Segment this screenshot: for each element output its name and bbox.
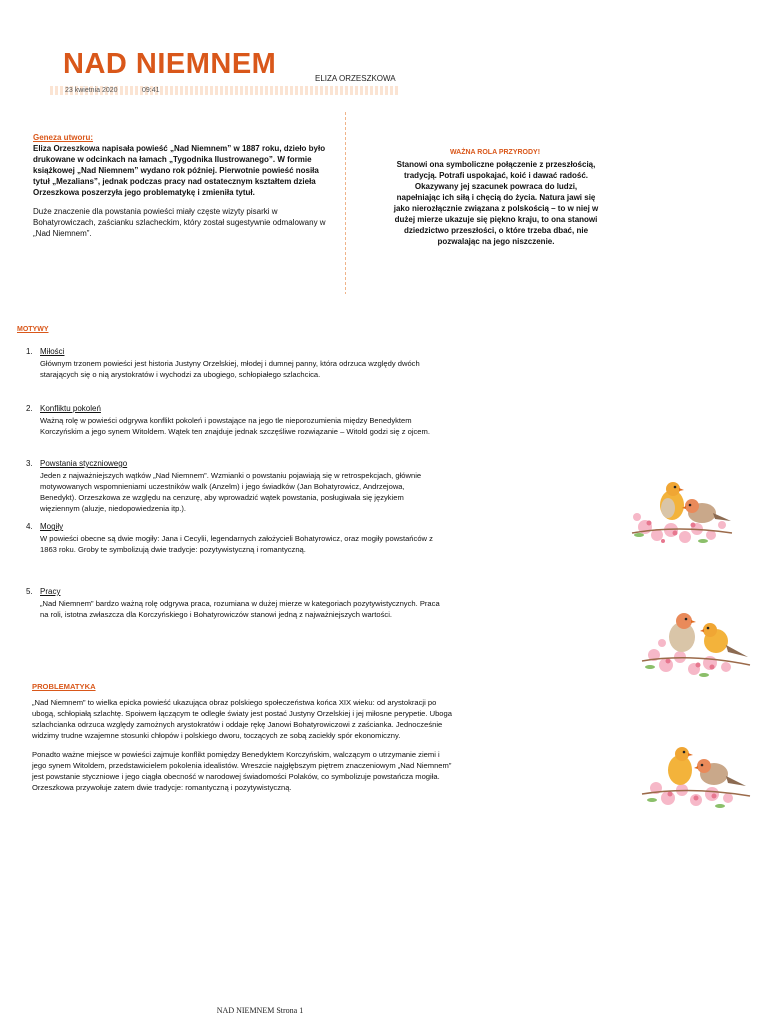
motif-title: Mogiły [40,522,64,531]
motif-number: 4. [26,522,33,531]
motif-number: 3. [26,459,33,468]
motif-number: 1. [26,347,33,356]
problems-paragraph-2: Ponadto ważne miejsce w powieści zajmuje konflikt pomiędzy Benedyktem Korczyńskim, walczącym o utrzymanie ziemi i jego synem Witoldem, przedstawicielem pokolenia idealistów. Wreszcie najgłębszym piętrem znaczeniowym „Nad Niemnem” jest powstanie styczniowe i jego ciągła obecność w narodowej świadomości Polaków, co symbolizuje powstańcza mogiła. Orzeszkowa przywołuje zatem dwie tradycje: romantyczną i pozytywistyczną. [32,750,452,792]
birds-on-blossom-icon [640,740,755,820]
page-footer: NAD NIEMNEM Strona 1 [216,1006,304,1015]
author-name: ELIZA ORZESZKOWA [315,74,396,83]
nature-heading: WAŻNA ROLA PRZYRODY! [449,149,541,156]
problems-body [32,697,454,801]
page-title: NAD NIEMNEM [63,48,277,80]
motif-text: „Nad Niemnem” bardzo ważną rolę odgrywa praca, rozumiana w dużej mierze w kategoriach pozytywistycznych. Praca na roli, istotna zwłaszcza dla Korczyńskiego i Bohatyrowiczów stanowi jedną z najważniejszych wartości. [40,599,440,619]
motif-title: Konfliktu pokoleń [40,404,101,413]
motif-title: Pracy [40,587,61,596]
time-label: 09:41 [142,87,160,94]
motif-title: Powstania styczniowego [40,459,128,468]
date-label: 23 kwietnia 2020 [65,87,118,94]
geneza-heading: Geneza utworu: [33,133,94,142]
motifs-heading: MOTYWY [17,326,49,333]
nature-text: Stanowi ona symboliczne połączenie z przeszłością, tradycją. Potrafi uspokajać, koić i dawać radość. Okazywany jej szacunek powraca do ludzi, napełniając ich siłą i chęcią do życia. Natura jawi się jako nierozłącznie związana z polskością – to w niej w dużej mierze ukazuje się piękno kraju, to ona stanowi dziedzictwo przeszłości, o które trzeba dbać, nie pozwalając na jego niszczenie. [393,160,599,246]
motif-number: 2. [26,404,33,413]
motif-text: Głównym trzonem powieści jest historia Justyny Orzelskiej, młodej i dumnej panny, która odrzuca względy dwóch starających się o nią arystokratów i wychodzi za ubogiego, schłopiałego szlachcica. [40,359,420,379]
column-divider [345,112,346,294]
motif-text: W powieści obecne są dwie mogiły: Jana i Cecylii, legendarnych założycieli Bohatyrowicz, oraz mogiły powstańców z 1863 roku. Groby te symbolizują dwie tradycje: pozytywistyczną i romantyczną. [40,534,433,554]
geneza-body [33,143,333,247]
problems-paragraph-1: „Nad Niemnem” to wielka epicka powieść ukazująca obraz polskiego społeczeństwa końca XIX wieku: od arystokracji po ubogą, schłopiałą szlachtę. Spoiwem łączącym te odległe światy jest postać Justyny Orzelskiej i jej miłosne perypetie. Uboga szlachcianka odrzuca względy zamożnych arystokratów i oddaje rękę Janowi Bohatyrowiczowi z zaścianka. Jednocześnie widzimy trudne wzajemne stosunki chłopów i polskiego dworu, toczących ze sobą zaciekły spór ekonomiczny. [32,698,452,740]
geneza-paragraph-2: Duże znaczenie dla powstania powieści miały częste wizyty pisarki w Bohatyrowiczach, zaścianku szlacheckim, który został sugestywnie odmalowany w „Nad Niemnem”. [33,207,326,238]
motif-text: Jeden z najważniejszych wątków „Nad Niemnem”. Wzmianki o powstaniu pojawiają się w retrospekcjach, głównie motywowanych wspomnieniami uczestników walk (Anzelm) i jego świadków (Jan Bohatyrowicz, Andrzejowa, Benedykt). Orzeszkowa ze względu na cenzurę, aby wprowadzić wątek powstania, posługiwała się językiem więziennym (aluzje, niedopowiedzenia itp.). [40,471,422,513]
problems-heading: PROBLEMATYKA [32,682,96,691]
birds-on-blossom-icon [640,605,755,685]
geneza-paragraph-1: Eliza Orzeszkowa napisała powieść „Nad Niemnem” w 1887 roku, dzieło było drukowane w odcinkach na łamach „Tygodnika Ilustrowanego”. W formie książkowej „Nad Niemnem” wydano rok później. Pierwotnie powieść nosiła tytuł „Mezalians”, jednak podczas pracy nad ostatecznym kształtem dzieła Orzeszkowa poszerzyła jego problematykę i zmieniła tytuł. [33,144,326,197]
motif-text: Ważną rolę w powieści odgrywa konflikt pokoleń i powstające na jego tle nieporozumienia między Benedyktem Korczyńskim a jego synem Witoldem. Wątek ten znajduje jednak szczęśliwe rozwiązanie – Witold godzi się z ojcem. [40,416,430,436]
birds-on-blossom-icon [627,475,742,555]
motif-title: Miłości [40,347,65,356]
motif-number: 5. [26,587,33,596]
